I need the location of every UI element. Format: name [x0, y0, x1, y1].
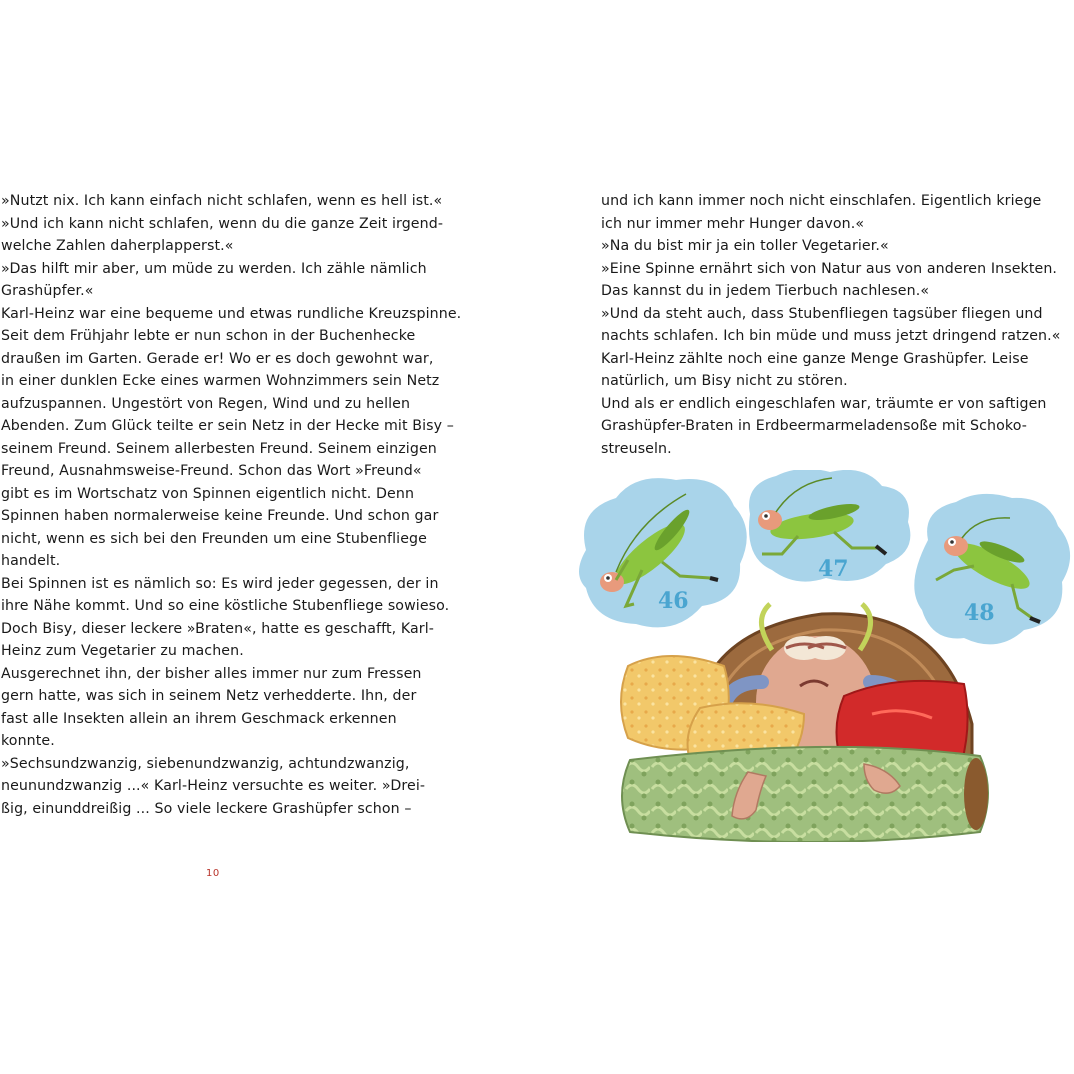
text-line: Heinz zum Vegetarier zu machen.: [1, 643, 244, 659]
text-line: ich nur immer mehr Hunger davon.«: [601, 215, 865, 232]
text-line: Ausgerechnet ihn, der bisher alles immer nur zum Fressen: [1, 665, 422, 682]
text-line: »Und da steht auch, dass Stubenfliegen tagsüber fliegen und: [601, 305, 1043, 322]
text-line: ihre Nähe kommt. Und so eine köstliche Stubenfliege sowieso.: [1, 598, 450, 614]
page-number: 10: [206, 868, 220, 879]
dream-bubble-46: [579, 478, 747, 627]
text-line: ßig, einunddreißig ... So viele leckere Grashüpfer schon –: [1, 800, 412, 817]
text-line: »Sechsundzwanzig, siebenundzwanzig, achtundzwanzig,: [1, 755, 410, 772]
text-line: gibt es im Wortschatz von Spinnen eigentlich nicht. Denn: [1, 485, 415, 502]
text-line: nicht, wenn es sich bei den Freunden um eine Stubenfliege: [1, 530, 427, 547]
text-line: »Na du bist mir ja ein toller Vegetarier.«: [601, 238, 889, 254]
text-line: Bei Spinnen ist es nämlich so: Es wird jeder gegessen, der in: [1, 575, 439, 592]
left-page-text: [1, 190, 462, 820]
text-line: aufzuspannen. Ungestört von Regen, Wind und zu hellen: [1, 395, 411, 412]
text-line: Grashüpfer-Braten in Erdbeermarmeladensoße mit Schoko-: [601, 418, 1027, 434]
text-line: und ich kann immer noch nicht einschlafen. Eigentlich kriege: [601, 193, 1042, 209]
text-line: welche Zahlen daherplapperst.«: [1, 238, 234, 254]
text-line: natürlich, um Bisy nicht zu stören.: [601, 373, 848, 389]
dream-illustration: [572, 470, 1072, 842]
text-line: Das kannst du in jedem Tierbuch nachlesen.«: [601, 283, 930, 299]
text-line: draußen im Garten. Gerade er! Wo er es doch gewohnt war,: [1, 350, 434, 367]
dream-bubble-47: [749, 470, 910, 582]
text-line: Und als er endlich eingeschlafen war, träumte er von saftigen: [601, 395, 1047, 412]
bubble-number-46: 46: [658, 588, 689, 614]
dream-bubble-48: [914, 494, 1070, 645]
text-line: Karl-Heinz war eine bequeme und etwas rundliche Kreuzspinne.: [1, 305, 462, 322]
text-line: Spinnen haben normalerweise keine Freunde. Und schon gar: [1, 508, 439, 524]
text-line: nachts schlafen. Ich bin müde und muss jetzt dringend ratzen.«: [601, 328, 1061, 344]
text-line: Karl-Heinz zählte noch eine ganze Menge Grashüpfer. Leise: [601, 350, 1029, 367]
bubble-number-48: 48: [964, 600, 995, 626]
blanket: [622, 747, 988, 842]
text-line: »Und ich kann nicht schlafen, wenn du die ganze Zeit irgend-: [1, 215, 444, 232]
text-line: fast alle Insekten allein an ihrem Geschmack erkennen: [1, 710, 397, 727]
text-line: neunundzwanzig ...« Karl-Heinz versuchte es weiter. »Drei-: [1, 778, 426, 794]
text-line: Doch Bisy, dieser leckere »Braten«, hatte es geschafft, Karl-: [1, 620, 434, 637]
text-line: Abenden. Zum Glück teilte er sein Netz in der Hecke mit Bisy –: [1, 418, 454, 434]
text-line: Freund, Ausnahmsweise-Freund. Schon das Wort »Freund«: [1, 463, 422, 479]
text-line: seinem Freund. Seinem allerbesten Freund. Seinem einzigen: [1, 440, 437, 457]
text-line: »Nutzt nix. Ich kann einfach nicht schlafen, wenn es hell ist.«: [1, 193, 443, 209]
text-line: Grashüpfer.«: [1, 283, 94, 299]
text-line: streuseln.: [601, 440, 672, 457]
text-line: konnte.: [1, 733, 55, 749]
text-line: »Das hilft mir aber, um müde zu werden. Ich zähle nämlich: [1, 260, 427, 277]
text-line: handelt.: [1, 553, 61, 569]
text-line: gern hatte, was sich in seinem Netz verhedderte. Ihn, der: [1, 688, 417, 704]
right-page-text: [601, 190, 1061, 460]
text-line: »Eine Spinne ernährt sich von Natur aus von anderen Insekten.: [601, 260, 1058, 277]
bubble-number-47: 47: [818, 556, 849, 582]
text-line: Seit dem Frühjahr lebte er nun schon in der Buchenhecke: [1, 328, 416, 344]
text-line: in einer dunklen Ecke eines warmen Wohnzimmers sein Netz: [1, 373, 440, 389]
